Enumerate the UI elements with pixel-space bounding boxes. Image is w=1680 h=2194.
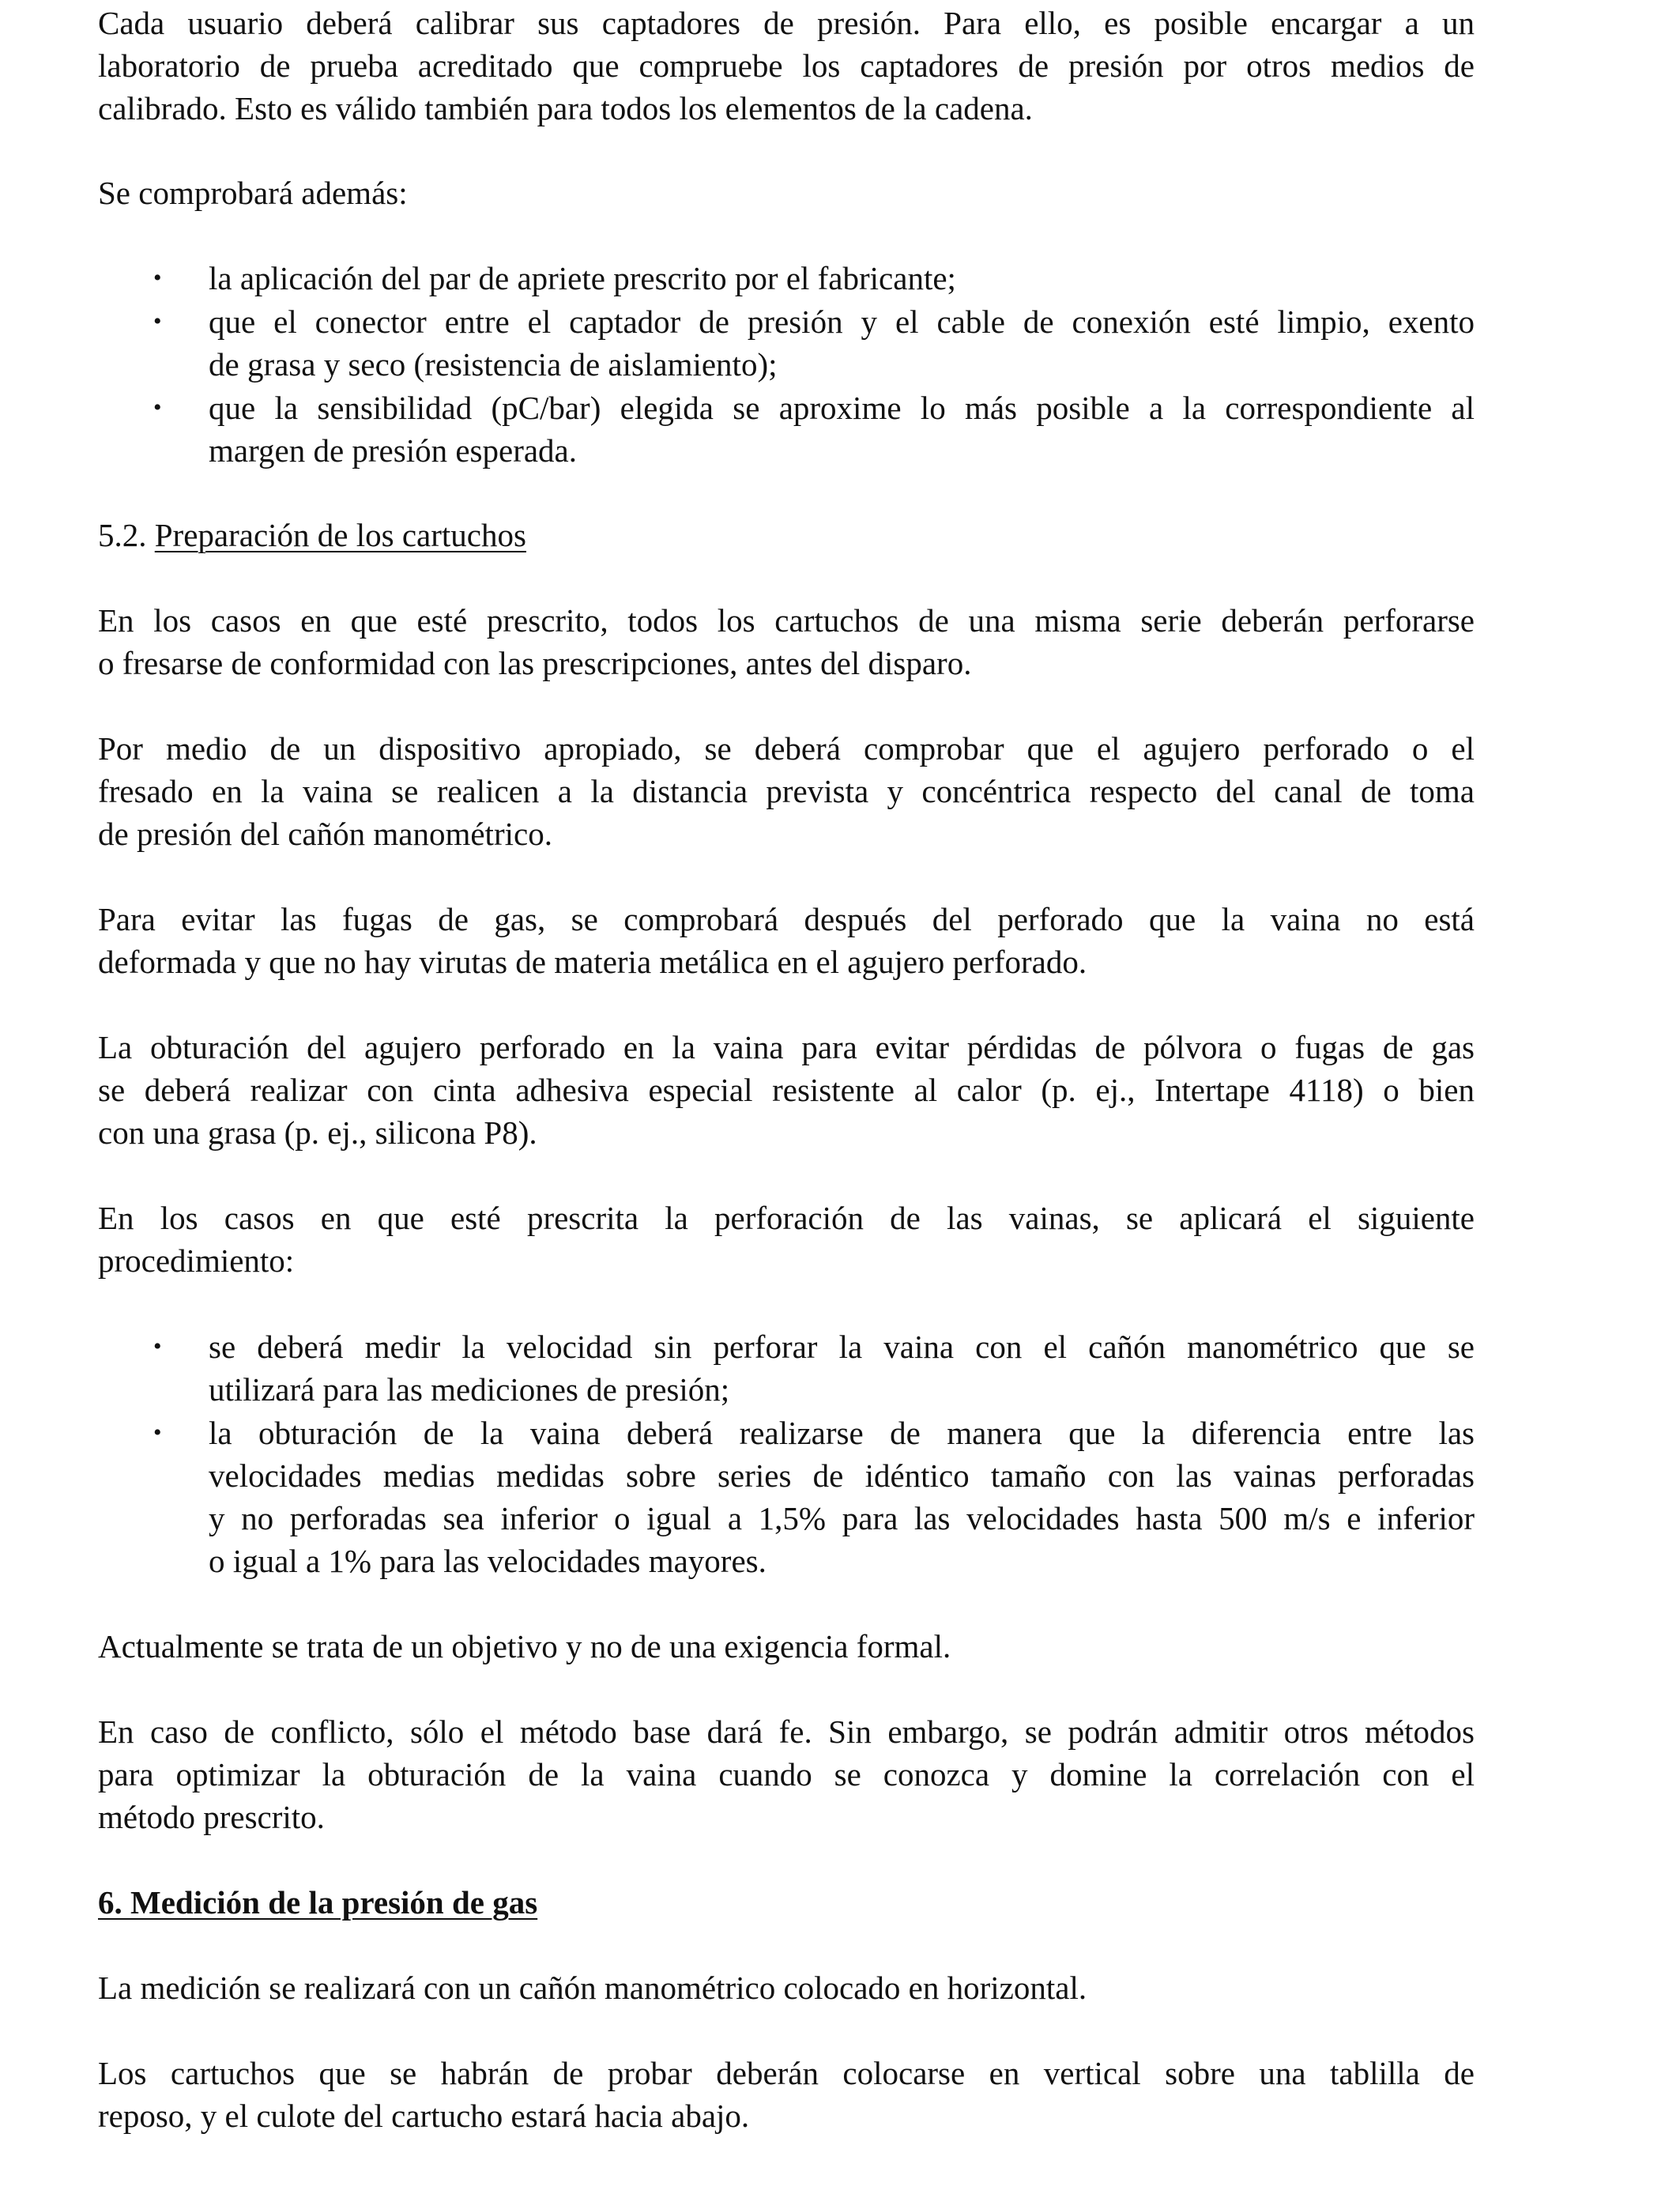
section-title: Preparación de los cartuchos — [154, 517, 526, 553]
paragraph-line: para optimizar la obturación de la vaina cuando se conozca y domine la correlación con el — [98, 1756, 1475, 1793]
paragraph-line: Por medio de un dispositivo apropiado, se deberá comprobar que el agujero perforado o el — [98, 730, 1475, 767]
list-item-line: y no perforadas sea inferior o igual a 1,5% para las velocidades hasta 500 m/s e inferior — [209, 1500, 1475, 1536]
bullet-icon: • — [153, 1333, 162, 1359]
paragraph-line: calibrado. Esto es válido también para todos los elementos de la cadena. — [98, 90, 1033, 126]
list-item-line: margen de presión esperada. — [209, 432, 577, 469]
list-item-line: que el conector entre el captador de presión y el cable de conexión esté limpio, exento — [209, 303, 1475, 340]
list-item-line: velocidades medias medidas sobre series de idéntico tamaño con las vainas perforadas — [209, 1457, 1475, 1494]
list-item-line: de grasa y seco (resistencia de aislamiento); — [209, 346, 778, 383]
paragraph-line: deformada y que no hay virutas de materia metálica en el agujero perforado. — [98, 944, 1087, 980]
section-heading-6: 6. Medición de la presión de gas — [98, 1884, 538, 1921]
paragraph-line: Cada usuario deberá calibrar sus captadores de presión. Para ello, es posible encargar a un — [98, 5, 1475, 41]
paragraph-line: procedimiento: — [98, 1242, 295, 1279]
paragraph-line: laboratorio de prueba acreditado que compruebe los captadores de presión por otros medios de — [98, 47, 1475, 84]
bullet-icon: • — [153, 265, 162, 291]
list-item-line: utilizará para las mediciones de presión; — [209, 1371, 730, 1408]
section-heading — [98, 514, 526, 556]
paragraph-line: La medición se realizará con un cañón manométrico colocado en horizontal. — [98, 1970, 1087, 2006]
list-item-line: que la sensibilidad (pC/bar) elegida se aproxime lo más posible a la correspondiente al — [209, 390, 1475, 426]
list-item-line: o igual a 1% para las velocidades mayores. — [209, 1543, 767, 1579]
list-item-line: la aplicación del par de apriete prescrito por el fabricante; — [209, 260, 956, 296]
section-number: 5.2. — [98, 517, 147, 553]
paragraph-line: En caso de conflicto, sólo el método base dará fe. Sin embargo, se podrán admitir otros métodos — [98, 1713, 1475, 1750]
paragraph-line: reposo, y el culote del cartucho estará hacia abajo. — [98, 2098, 750, 2134]
paragraph-line: Se comprobará además: — [98, 175, 408, 211]
paragraph-line: Los cartuchos que se habrán de probar deberán colocarse en vertical sobre una tablilla de — [98, 2055, 1475, 2091]
bullet-icon: • — [153, 308, 162, 334]
paragraph-line: se deberá realizar con cinta adhesiva especial resistente al calor (p. ej., Intertape 4118) o bien — [98, 1072, 1475, 1108]
paragraph-line: método prescrito. — [98, 1799, 325, 1835]
paragraph-line: En los casos en que esté prescrito, todos los cartuchos de una misma serie deberán perforarse — [98, 602, 1475, 639]
paragraph-line: o fresarse de conformidad con las prescripciones, antes del disparo. — [98, 645, 972, 681]
paragraph-line: con una grasa (p. ej., silicona P8). — [98, 1114, 537, 1151]
paragraph-line: Actualmente se trata de un objetivo y no de una exigencia formal. — [98, 1628, 951, 1664]
paragraph-line: La obturación del agujero perforado en la vaina para evitar pérdidas de pólvora o fugas de gas — [98, 1029, 1475, 1065]
list-item-line: la obturación de la vaina deberá realizarse de manera que la diferencia entre las — [209, 1415, 1475, 1451]
paragraph-line: Para evitar las fugas de gas, se comprobará después del perforado que la vaina no está — [98, 901, 1475, 937]
paragraph-line: fresado en la vaina se realicen a la distancia prevista y concéntrica respecto del canal de toma — [98, 773, 1475, 809]
paragraph-line: En los casos en que esté prescrita la perforación de las vainas, se aplicará el siguiente — [98, 1200, 1475, 1236]
bullet-icon: • — [153, 394, 162, 420]
bullet-icon: • — [153, 1419, 162, 1446]
list-item-line: se deberá medir la velocidad sin perforar la vaina con el cañón manométrico que se — [209, 1329, 1475, 1365]
paragraph-line: de presión del cañón manométrico. — [98, 816, 552, 852]
